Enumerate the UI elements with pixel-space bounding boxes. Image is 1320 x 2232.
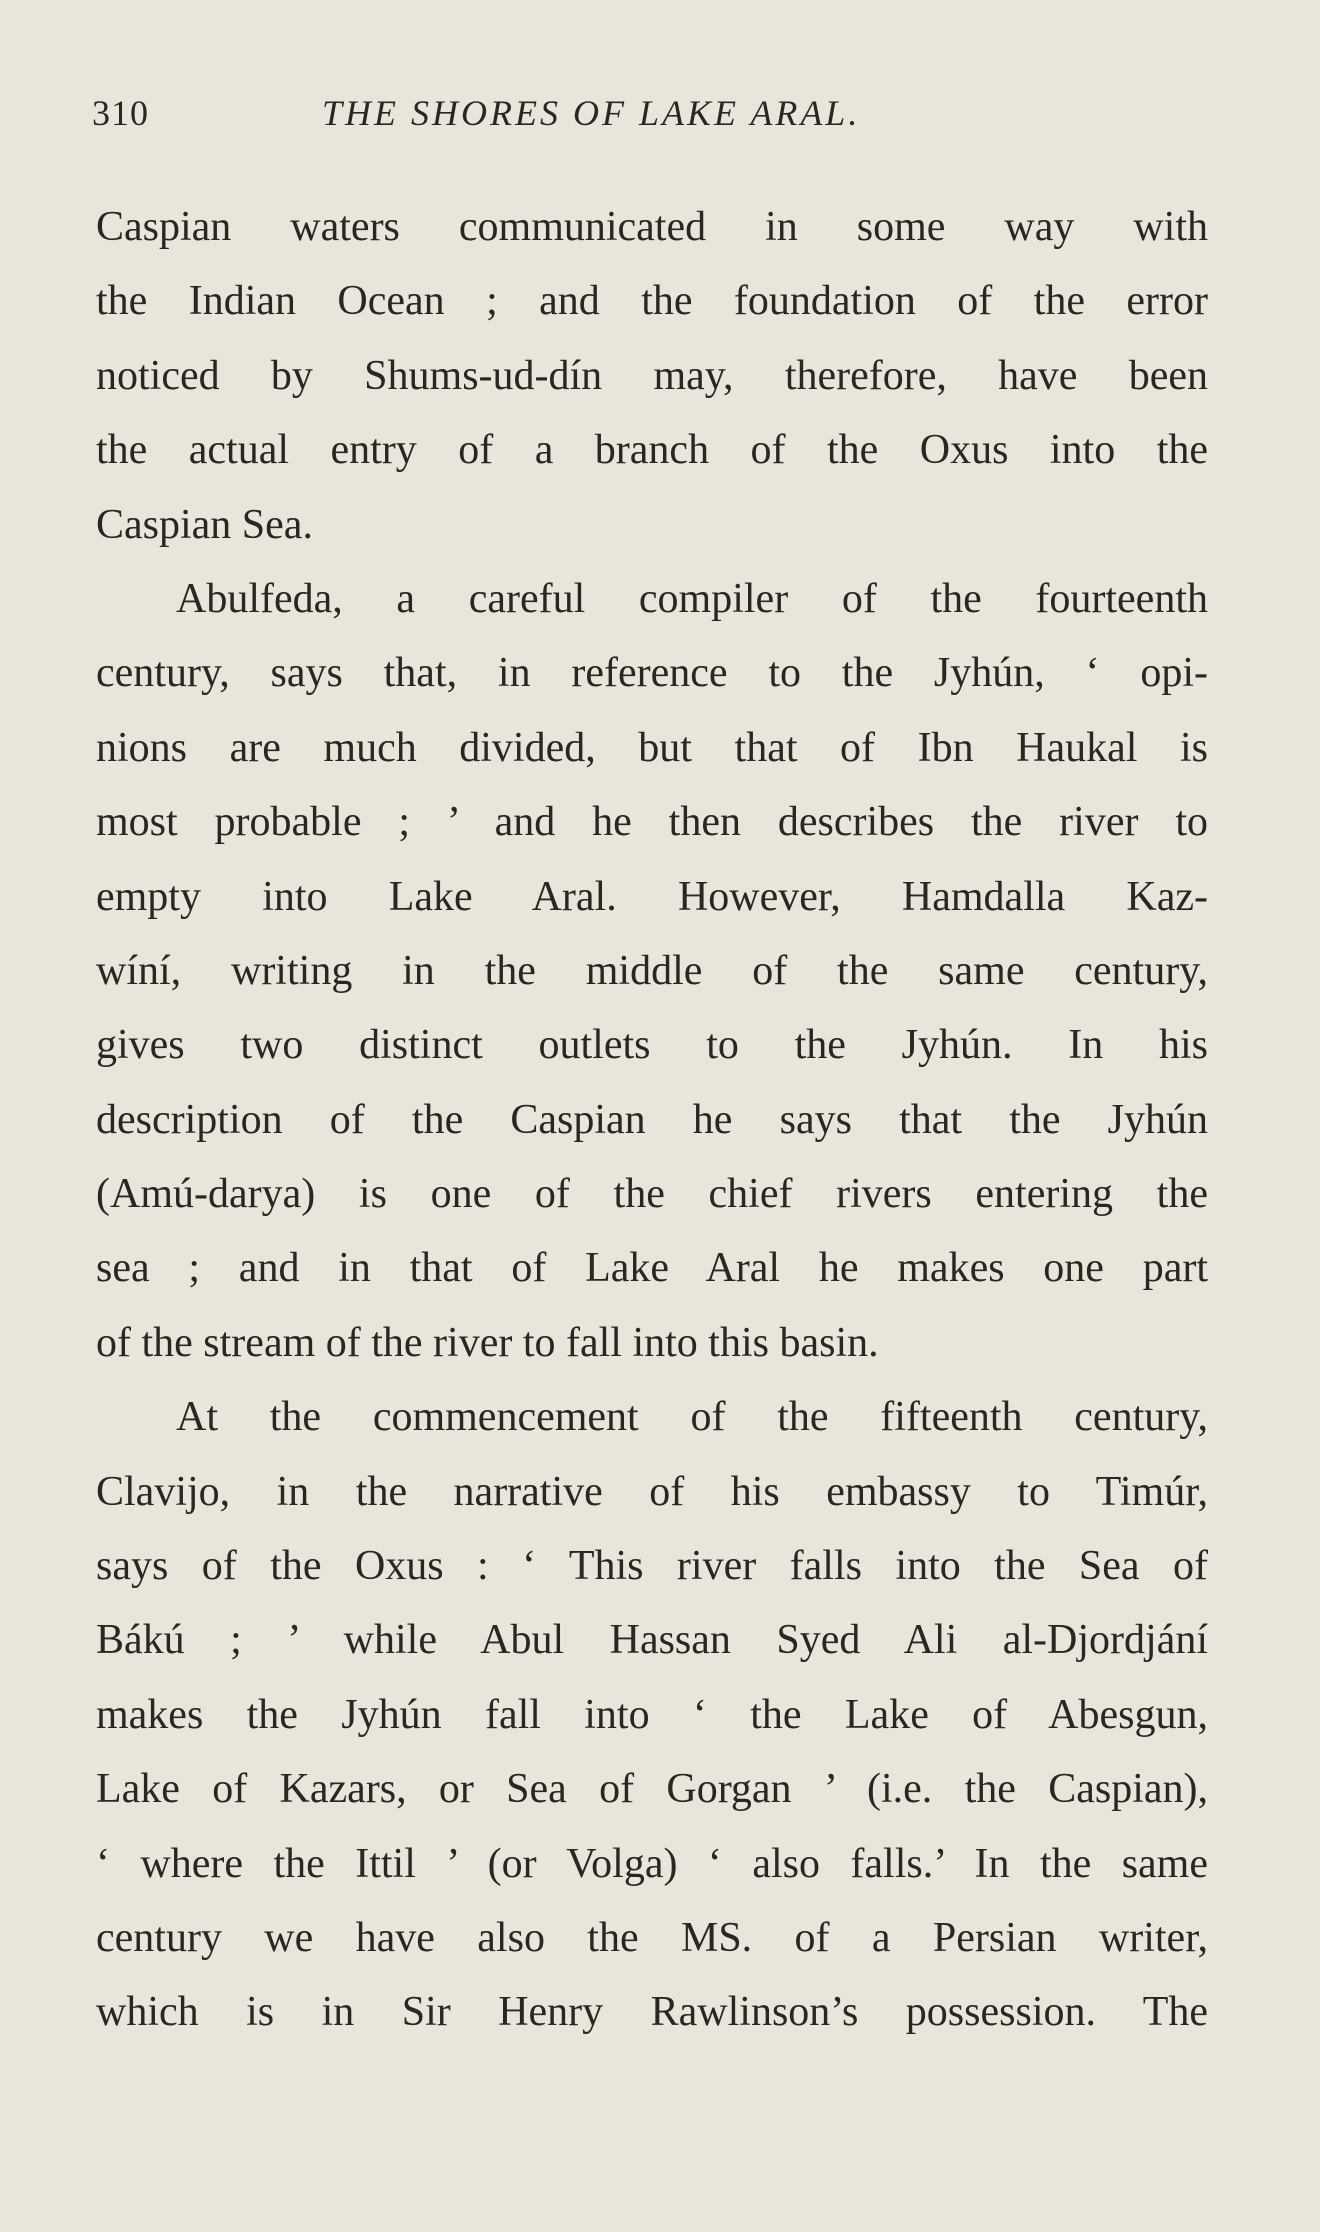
- text-line: nions are much divided, but that of Ibn Haukal is: [96, 724, 1208, 771]
- text-line: which is in Sir Henry Rawlinson’s possession. The: [96, 1989, 1208, 2036]
- text-line: At the commencement of the fifteenth century,: [176, 1394, 1208, 1441]
- running-title: THE SHORES OF LAKE ARAL.: [322, 93, 861, 133]
- text-line: noticed by Shums-ud-dín may, therefore, have been: [96, 352, 1208, 399]
- text-line: (Amú-darya) is one of the chief rivers entering the: [96, 1171, 1208, 1218]
- text-line: Clavijo, in the narrative of his embassy to Timúr,: [96, 1468, 1208, 1515]
- text-line: wíní, writing in the middle of the same century,: [96, 947, 1208, 994]
- text-line: century, says that, in reference to the Jyhún, ‘ opi-: [96, 650, 1208, 697]
- page-header: [92, 92, 1220, 152]
- text-line: the actual entry of a branch of the Oxus into the: [96, 427, 1208, 474]
- text-line: gives two distinct outlets to the Jyhún. In his: [96, 1022, 1208, 1069]
- text-line: sea ; and in that of Lake Aral he makes one part: [96, 1245, 1208, 1292]
- text-line: makes the Jyhún fall into ‘ the Lake of Abesgun,: [96, 1691, 1208, 1738]
- text-line: century we have also the MS. of a Persian writer,: [96, 1914, 1208, 1961]
- text-line: description of the Caspian he says that the Jyhún: [96, 1096, 1208, 1143]
- text-line: Caspian waters communicated in some way with: [96, 204, 1208, 250]
- text-line: the Indian Ocean ; and the foundation of the error: [96, 278, 1208, 325]
- text-line: most probable ; ’ and he then describes the river to: [96, 799, 1208, 846]
- page-number: 310: [92, 93, 149, 133]
- body-text: [96, 190, 1208, 2050]
- text-line: Bákú ; ’ while Abul Hassan Syed Ali al-Djordjání: [96, 1617, 1208, 1664]
- text-line: says of the Oxus : ‘ This river falls into the Sea of: [96, 1543, 1208, 1590]
- text-line: Caspian Sea.: [96, 501, 313, 548]
- text-line: Abulfeda, a careful compiler of the fourteenth: [176, 575, 1208, 622]
- text-line: empty into Lake Aral. However, Hamdalla Kaz-: [96, 873, 1208, 920]
- text-line: Lake of Kazars, or Sea of Gorgan ’ (i.e. the Caspian),: [96, 1766, 1208, 1813]
- text-line: ‘ where the Ittil ’ (or Volga) ‘ also falls.’ In the same: [96, 1840, 1208, 1887]
- text-line: of the stream of the river to fall into this basin.: [96, 1319, 879, 1366]
